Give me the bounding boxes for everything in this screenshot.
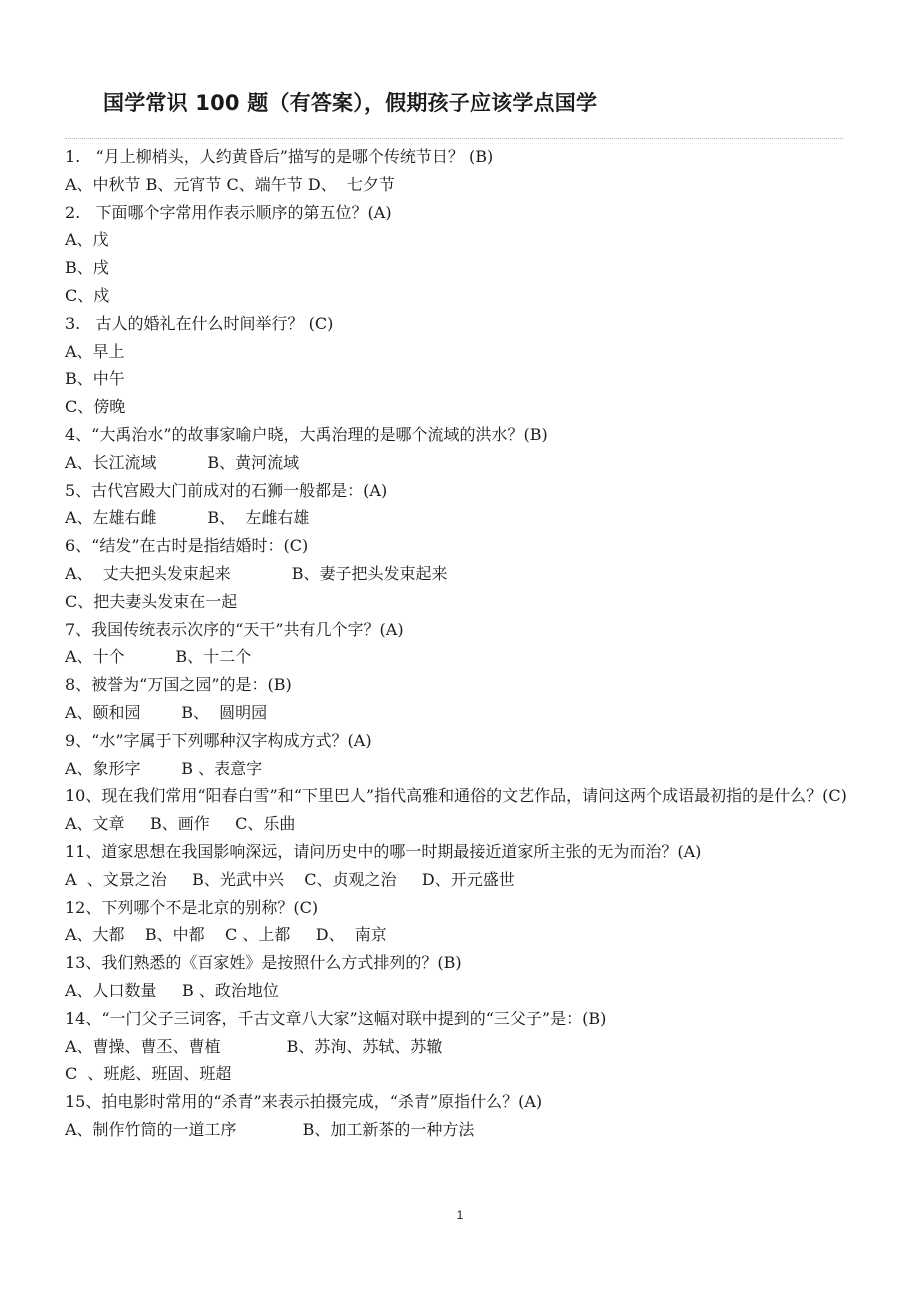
question-9: 9、“水”字属于下列哪种汉字构成方式？(A) bbox=[65, 730, 372, 750]
question-12-options: A、大都 B、中都 C 、上都 D、 南京 bbox=[65, 925, 387, 945]
question-13: 13、我们熟悉的《百家姓》是按照什么方式排列的？(B) bbox=[65, 953, 462, 973]
question-5: 5、古代宫殿大门前成对的石狮一般都是：(A) bbox=[65, 480, 388, 500]
question-7: 7、我国传统表示次序的“天干”共有几个字？(A) bbox=[65, 619, 404, 639]
question-6-option-c: C、把夫妻头发束在一起 bbox=[65, 591, 238, 611]
question-5-options: A、左雄右雌 B、 左雌右雄 bbox=[65, 508, 310, 528]
question-4-options: A、长江流域 B、黄河流域 bbox=[65, 452, 300, 472]
question-6: 6、“结发”在古时是指结婚时：(C) bbox=[65, 536, 309, 556]
question-10: 10、现在我们常用“阳春白雪”和“下里巴人”指代高雅和通俗的文艺作品，请问这两个成语最初指的是什么？(C) bbox=[65, 786, 847, 806]
question-15: 15、拍电影时常用的“杀青”来表示拍摄完成，“杀青”原指什么？(A) bbox=[65, 1092, 543, 1112]
question-4: 4、“大禹治水”的故事家喻户晓，大禹治理的是哪个流域的洪水？(B) bbox=[65, 424, 548, 444]
question-14-option-c: C 、班彪、班固、班超 bbox=[65, 1064, 232, 1084]
title-divider bbox=[65, 138, 843, 139]
question-2-option-a: A、戊 bbox=[65, 230, 109, 250]
question-6-options: A、 丈夫把头发束起来 B、妻子把头发束起来 bbox=[65, 563, 448, 583]
question-8-options: A、颐和园 B、 圆明园 bbox=[65, 702, 268, 722]
question-2-option-b: B、戌 bbox=[65, 258, 109, 278]
question-1-options: A、中秋节 B、元宵节 C、端午节 D、 七夕节 bbox=[65, 174, 395, 194]
question-13-options: A、人口数量 B 、政治地位 bbox=[65, 980, 279, 1000]
question-12: 12、下列哪个不是北京的别称？(C) bbox=[65, 897, 319, 917]
question-3: 3. 古人的婚礼在什么时间举行？ (C) bbox=[65, 313, 334, 333]
question-1: 1. “月上柳梢头，人约黄昏后”描写的是哪个传统节日？ (B) bbox=[65, 147, 494, 166]
question-15-options: A、制作竹筒的一道工序 B、加工新茶的一种方法 bbox=[65, 1119, 475, 1139]
page-number: 1 bbox=[456, 1208, 464, 1222]
question-3-option-c: C、傍晚 bbox=[65, 397, 126, 417]
question-3-option-b: B、中午 bbox=[65, 369, 125, 389]
question-9-options: A、象形字 B 、表意字 bbox=[65, 758, 263, 778]
question-11-options: A 、文景之治 B、光武中兴 C、贞观之治 D、开元盛世 bbox=[65, 869, 515, 889]
question-7-options: A、十个 B、十二个 bbox=[65, 647, 252, 667]
question-3-option-a: A、早上 bbox=[65, 341, 125, 361]
question-list bbox=[65, 143, 855, 1144]
document-title: 国学常识 100 题（有答案），假期孩子应该学点国学 bbox=[103, 91, 598, 115]
question-8: 8、被誉为“万国之园”的是：(B) bbox=[65, 675, 292, 695]
question-2-option-c: C、戍 bbox=[65, 285, 110, 305]
question-10-options: A、文章 B、画作 C、乐曲 bbox=[65, 814, 296, 834]
question-14: 14、“一门父子三词客，千古文章八大家”这幅对联中提到的“三父子”是：(B) bbox=[65, 1008, 607, 1028]
question-11: 11、道家思想在我国影响深远，请问历史中的哪一时期最接近道家所主张的无为而治？(A) bbox=[65, 841, 702, 861]
question-14-options: A、曹操、曹丕、曹植 B、苏洵、苏轼、苏辙 bbox=[65, 1036, 443, 1056]
question-2: 2. 下面哪个字常用作表示顺序的第五位？(A) bbox=[65, 202, 392, 222]
